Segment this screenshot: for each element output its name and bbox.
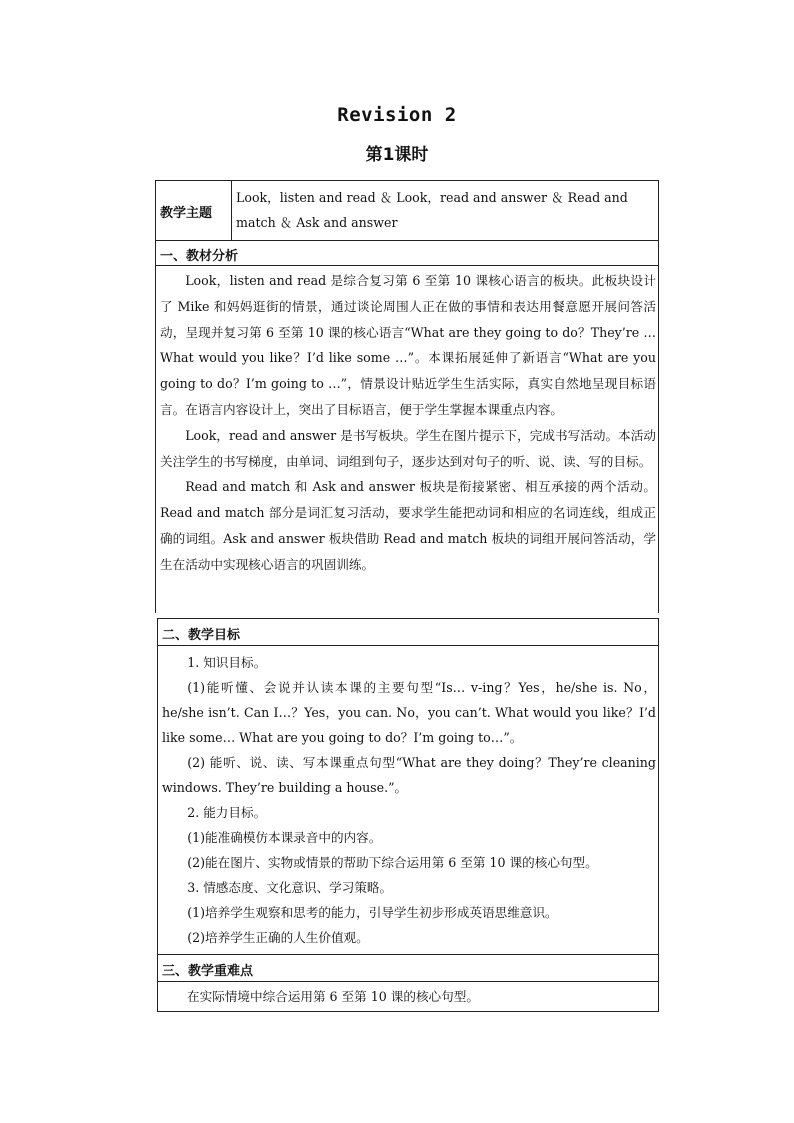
- topic-label: 教学主题: [160, 206, 213, 221]
- key-points-text: 在实际情境中综合运用第 6 至第 10 课的核心句型。: [187, 989, 479, 1004]
- row-divider: [157, 645, 659, 646]
- row-divider: [157, 954, 659, 955]
- objective-line: (1)能听懂、会说并认读本课的主要句型“Is… v-ing？Yes，he/she is. No，he/she isn’t. Can I…？Yes，you can. No，you can’t. What would you like？I’d like some… What are you going to do？I’m going to…”。: [162, 680, 656, 745]
- section-heading-analysis: 一、教材分析: [160, 249, 239, 264]
- paragraph: Look，read and answer 是书写板块。学生在图片提示下，完成书写活动。本活动关注学生的书写梯度，由单词、词组到句子，逐步达到对句子的听、说、读、写的目标。: [160, 427, 656, 469]
- section-heading-key-points: 三、教学重难点: [162, 964, 254, 979]
- objective-line: (2)培养学生正确的人生价值观。: [187, 930, 369, 945]
- row-divider: [155, 240, 659, 241]
- page-title: Revision 2: [337, 104, 457, 126]
- section-heading-objectives: 二、教学目标: [162, 628, 241, 643]
- row-divider: [155, 265, 659, 266]
- paragraph: Read and match 和 Ask and answer 板块是衔接紧密、相互承接的两个活动。Read and match 部分是词汇复习活动，要求学生能把动词和相应的名词连线，组成正确的词组。Ask and answer 板块借助 Read and match 板块的词组开展问答活动，学生在活动中实现核心语言的巩固训练。: [160, 479, 656, 572]
- table-border-left: [157, 954, 158, 1012]
- table-border-right: [658, 180, 659, 613]
- objectives-body: [162, 650, 656, 950]
- table-border-left: [157, 618, 158, 955]
- objective-line: (1)培养学生观察和思考的能力，引导学生初步形成英语思维意识。: [187, 905, 558, 920]
- objective-line: (2) 能听、说、读、写本课重点句型“What are they doing？They’re cleaning windows. They’re building a house.”。: [162, 755, 656, 795]
- table-border-right: [658, 954, 659, 1012]
- analysis-body: [160, 268, 656, 578]
- row-divider: [157, 981, 659, 982]
- topic-divider: [231, 180, 232, 240]
- table-border-top: [157, 618, 659, 619]
- table-border-right: [658, 618, 659, 955]
- table-border-bottom: [157, 1011, 659, 1012]
- objective-line: 3. 情感态度、文化意识、学习策略。: [187, 880, 393, 895]
- topic-value: Look，listen and read ＆ Look，read and answer ＆ Read and match ＆ Ask and answer: [236, 190, 628, 230]
- table-border-left: [155, 180, 156, 613]
- objective-line: (2)能在图片、实物或情景的帮助下综合运用第 6 至第 10 课的核心句型。: [187, 855, 598, 870]
- page-subtitle: 第1课时: [365, 145, 429, 165]
- paragraph: Look，listen and read 是综合复习第 6 至第 10 课核心语言的板块。此板块设计了 Mike 和妈妈逛街的情景，通过谈论周围人正在做的事情和表达用餐意愿开展问答活动，呈现并复习第 6 至第 10 课的核心语言“What are they going to do？They’re …What would you like？I’d like some …”。本课拓展延伸了新语言“What are you going to do？I’m going to …”，情景设计贴近学生生活实际，真实自然地呈现目标语言。在语言内容设计上，突出了目标语言，便于学生掌握本课重点内容。: [160, 273, 656, 417]
- objective-line: (1)能准确模仿本课录音中的内容。: [187, 830, 382, 845]
- objective-line: 2. 能力目标。: [187, 805, 267, 820]
- objective-line: 1. 知识目标。: [187, 655, 267, 670]
